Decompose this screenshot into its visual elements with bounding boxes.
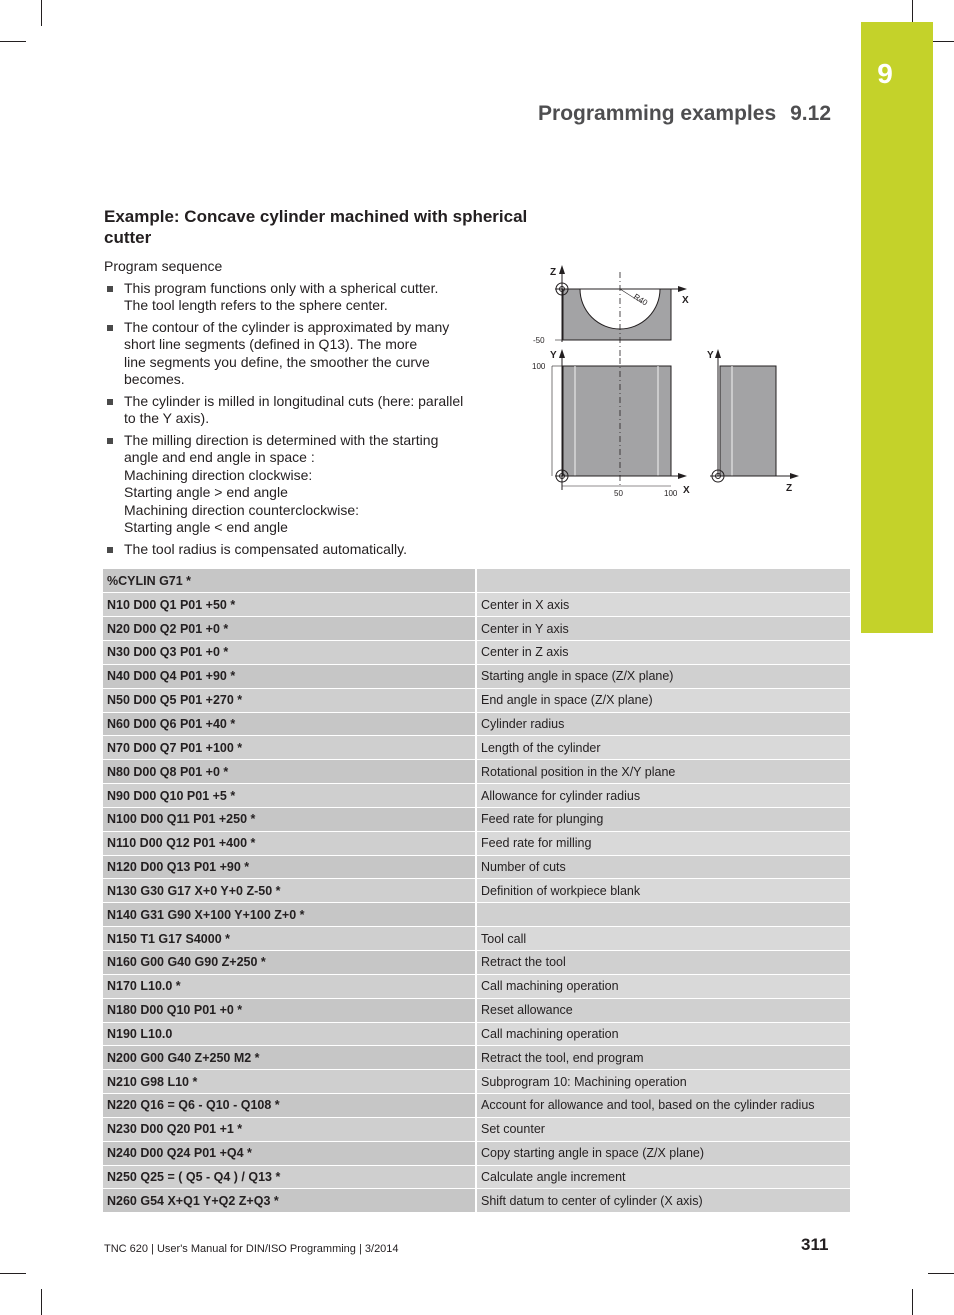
table-row bbox=[103, 1189, 850, 1213]
code-cell: N180 D00 Q10 P01 +0 * bbox=[103, 998, 476, 1022]
table-row bbox=[103, 831, 850, 855]
x-dimension-label: 50 bbox=[614, 489, 623, 498]
table-row bbox=[103, 974, 850, 998]
code-cell: N220 Q16 = Q6 - Q10 - Q108 * bbox=[103, 1094, 476, 1118]
code-cell: N120 D00 Q13 P01 +90 * bbox=[103, 855, 476, 879]
program-table-body bbox=[103, 569, 850, 1213]
bullet-line: Starting angle < end angle bbox=[124, 519, 288, 535]
z-axis-label: Z bbox=[550, 267, 557, 278]
bullet-item bbox=[104, 432, 484, 537]
code-cell: N150 T1 G17 S4000 * bbox=[103, 927, 476, 951]
code-cell: N260 G54 X+Q1 Y+Q2 Z+Q3 * bbox=[103, 1189, 476, 1213]
table-row bbox=[103, 998, 850, 1022]
comment-cell: Set counter bbox=[476, 1117, 850, 1141]
bullet-line: line segments you define, the smoother the curve bbox=[124, 353, 430, 370]
comment-cell: Reset allowance bbox=[476, 998, 850, 1022]
code-cell: N100 D00 Q11 P01 +250 * bbox=[103, 807, 476, 831]
comment-cell: Center in X axis bbox=[476, 593, 850, 617]
bullet-square-icon bbox=[107, 399, 113, 405]
workpiece-front-view bbox=[563, 366, 671, 476]
code-cell: N10 D00 Q1 P01 +50 * bbox=[103, 593, 476, 617]
comment-cell: Number of cuts bbox=[476, 855, 850, 879]
bullet-list bbox=[104, 280, 484, 559]
footer-text: TNC 620 | User's Manual for DIN/ISO Programming | 3/2014 bbox=[104, 1243, 399, 1255]
comment-cell: Rotational position in the X/Y plane bbox=[476, 760, 850, 784]
comment-cell: Call machining operation bbox=[476, 974, 850, 998]
comment-cell: Feed rate for milling bbox=[476, 831, 850, 855]
z-axis-arrow-icon bbox=[790, 473, 799, 479]
bullet-line: The cylinder is milled in longitudinal cuts (here: parallel bbox=[124, 392, 464, 409]
table-row bbox=[103, 879, 850, 903]
table-row bbox=[103, 855, 850, 879]
code-cell: N250 Q25 = ( Q5 - Q4 ) / Q13 * bbox=[103, 1165, 476, 1189]
front-view bbox=[532, 349, 690, 498]
crop-mark bbox=[0, 41, 26, 42]
comment-cell: Retract the tool bbox=[476, 951, 850, 975]
bullet-square-icon bbox=[107, 325, 113, 331]
x-dimension-label: 100 bbox=[664, 489, 678, 498]
crop-mark bbox=[928, 1273, 954, 1274]
comment-cell: Call machining operation bbox=[476, 1022, 850, 1046]
bullet-line: to the Y axis). bbox=[124, 410, 210, 426]
table-row bbox=[103, 641, 850, 665]
code-cell: N200 G00 G40 Z+250 M2 * bbox=[103, 1046, 476, 1070]
table-row bbox=[103, 593, 850, 617]
intro-label: Program sequence bbox=[104, 258, 223, 274]
comment-cell: Length of the cylinder bbox=[476, 736, 850, 760]
bullet-item bbox=[104, 541, 484, 559]
code-cell: N90 D00 Q10 P01 +5 * bbox=[103, 784, 476, 808]
comment-cell: Center in Y axis bbox=[476, 617, 850, 641]
bullet-line: The milling direction is determined with the starting bbox=[124, 431, 439, 448]
bullet-line: The tool radius is compensated automatically. bbox=[124, 540, 407, 557]
table-row bbox=[103, 1141, 850, 1165]
code-cell: N30 D00 Q3 P01 +0 * bbox=[103, 641, 476, 665]
comment-cell: Cylinder radius bbox=[476, 712, 850, 736]
code-cell: N110 D00 Q12 P01 +400 * bbox=[103, 831, 476, 855]
table-row bbox=[103, 569, 850, 593]
code-cell: N80 D00 Q8 P01 +0 * bbox=[103, 760, 476, 784]
depth-label: -50 bbox=[533, 336, 545, 345]
code-cell: N20 D00 Q2 P01 +0 * bbox=[103, 617, 476, 641]
page-number: 311 bbox=[801, 1235, 829, 1254]
table-row bbox=[103, 807, 850, 831]
bullet-square-icon bbox=[107, 547, 113, 553]
header-title: Programming examples bbox=[538, 102, 777, 125]
crop-mark bbox=[0, 1273, 26, 1274]
crop-mark bbox=[912, 1289, 913, 1315]
workpiece-side-view bbox=[720, 366, 776, 476]
comment-cell: Account for allowance and tool, based on the cylinder radius bbox=[476, 1094, 850, 1118]
bullet-item bbox=[104, 319, 484, 389]
bullet-square-icon bbox=[107, 286, 113, 292]
bullet-line: Starting angle > end angle bbox=[124, 484, 288, 500]
cylinder-drawing bbox=[530, 258, 810, 503]
bullet-line: The contour of the cylinder is approximated by many bbox=[124, 318, 450, 335]
comment-cell: Center in Z axis bbox=[476, 641, 850, 665]
comment-cell: Calculate angle increment bbox=[476, 1165, 850, 1189]
table-row bbox=[103, 664, 850, 688]
comment-cell: Definition of workpiece blank bbox=[476, 879, 850, 903]
table-row bbox=[103, 903, 850, 927]
bullet-item bbox=[104, 280, 484, 315]
table-row bbox=[103, 617, 850, 641]
x-axis-arrow-icon bbox=[678, 286, 687, 292]
bullet-item bbox=[104, 393, 484, 428]
code-cell: N190 L10.0 bbox=[103, 1022, 476, 1046]
code-cell: N230 D00 Q20 P01 +1 * bbox=[103, 1117, 476, 1141]
section-title: Example: Concave cylinder machined with spherical cutter bbox=[104, 207, 528, 247]
table-row bbox=[103, 951, 850, 975]
chapter-tab bbox=[861, 22, 933, 633]
bullet-line: short line segments (defined in Q13). The more bbox=[124, 336, 418, 352]
workpiece-top-section bbox=[563, 289, 671, 340]
crop-mark bbox=[41, 1289, 42, 1315]
table-row bbox=[103, 736, 850, 760]
code-cell: N130 G30 G17 X+0 Y+0 Z-50 * bbox=[103, 879, 476, 903]
header-section-number: 9.12 bbox=[790, 102, 831, 125]
code-cell: N210 G98 L10 * bbox=[103, 1070, 476, 1094]
code-cell: N160 G00 G40 G90 Z+250 * bbox=[103, 951, 476, 975]
bullet-line: Machining direction counterclockwise: bbox=[124, 501, 359, 518]
bullet-line: This program functions only with a spherical cutter. bbox=[124, 279, 439, 296]
code-cell: N170 L10.0 * bbox=[103, 974, 476, 998]
table-row bbox=[103, 1094, 850, 1118]
code-cell: N60 D00 Q6 P01 +40 * bbox=[103, 712, 476, 736]
x-axis-label: X bbox=[683, 485, 690, 496]
top-view bbox=[533, 265, 689, 356]
table-row bbox=[103, 1046, 850, 1070]
code-cell: N240 D00 Q24 P01 +Q4 * bbox=[103, 1141, 476, 1165]
comment-cell: End angle in space (Z/X plane) bbox=[476, 688, 850, 712]
radius-label: R40 bbox=[631, 292, 650, 308]
bullet-line: The tool length refers to the sphere center. bbox=[124, 297, 388, 313]
y-dimension-label: 100 bbox=[532, 362, 546, 371]
table-row bbox=[103, 927, 850, 951]
x-axis-arrow-icon bbox=[678, 473, 687, 479]
comment-cell: Allowance for cylinder radius bbox=[476, 784, 850, 808]
table-row bbox=[103, 1022, 850, 1046]
table-row bbox=[103, 784, 850, 808]
side-view bbox=[707, 349, 799, 494]
comment-cell: Shift datum to center of cylinder (X axis) bbox=[476, 1189, 850, 1213]
table-row bbox=[103, 1070, 850, 1094]
crop-mark bbox=[41, 0, 42, 26]
chapter-number: 9 bbox=[877, 58, 893, 89]
program-table bbox=[103, 569, 850, 1213]
code-cell: N50 D00 Q5 P01 +270 * bbox=[103, 688, 476, 712]
comment-cell bbox=[476, 569, 850, 593]
bullet-square-icon bbox=[107, 438, 113, 444]
y-axis-arrow-icon bbox=[559, 349, 565, 358]
z-axis-label: Z bbox=[786, 483, 793, 494]
comment-cell: Subprogram 10: Machining operation bbox=[476, 1070, 850, 1094]
code-cell: N40 D00 Q4 P01 +90 * bbox=[103, 664, 476, 688]
intro-text bbox=[104, 258, 484, 562]
table-row bbox=[103, 688, 850, 712]
comment-cell: Tool call bbox=[476, 927, 850, 951]
comment-cell: Retract the tool, end program bbox=[476, 1046, 850, 1070]
code-cell: N70 D00 Q7 P01 +100 * bbox=[103, 736, 476, 760]
comment-cell: Feed rate for plunging bbox=[476, 807, 850, 831]
x-axis-label: X bbox=[682, 295, 689, 306]
bullet-line: becomes. bbox=[124, 371, 185, 387]
table-row bbox=[103, 712, 850, 736]
table-row bbox=[103, 760, 850, 784]
y-axis-arrow-icon bbox=[715, 349, 721, 358]
z-axis-arrow-icon bbox=[559, 265, 565, 274]
table-row bbox=[103, 1165, 850, 1189]
code-cell: %CYLIN G71 * bbox=[103, 569, 476, 593]
bullet-line: Machining direction clockwise: bbox=[124, 466, 313, 483]
comment-cell: Starting angle in space (Z/X plane) bbox=[476, 664, 850, 688]
table-row bbox=[103, 1117, 850, 1141]
y-axis-label: Y bbox=[707, 350, 714, 361]
bullet-line: angle and end angle in space : bbox=[124, 449, 315, 465]
comment-cell bbox=[476, 903, 850, 927]
comment-cell: Copy starting angle in space (Z/X plane) bbox=[476, 1141, 850, 1165]
code-cell: N140 G31 G90 X+100 Y+100 Z+0 * bbox=[103, 903, 476, 927]
y-axis-label: Y bbox=[550, 350, 557, 361]
page-header bbox=[538, 102, 831, 126]
